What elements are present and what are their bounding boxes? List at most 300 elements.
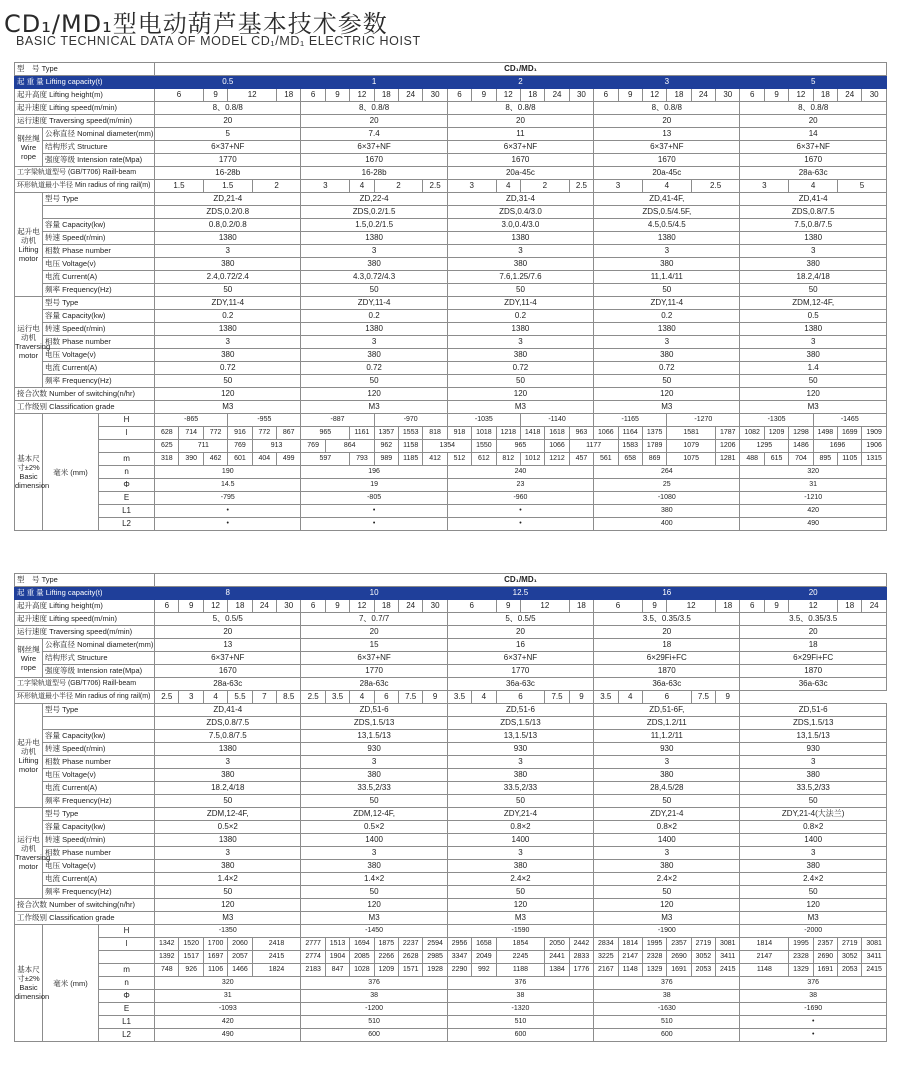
value-cell: M3 <box>594 401 740 414</box>
value-cell: 9 <box>569 691 593 704</box>
value-cell: ZDS,0.2/1.5 <box>301 206 447 219</box>
value-cell: 3 <box>740 180 789 193</box>
unit-label: 毫米 (mm) <box>43 414 99 531</box>
row-label: 起升速度 Lifting speed(m/min) <box>15 613 155 626</box>
value-cell: 120 <box>301 388 447 401</box>
value-cell: M3 <box>155 912 301 925</box>
value-cell: 24 <box>399 89 423 102</box>
value-cell: 380 <box>594 769 740 782</box>
value-cell: 1814 <box>618 938 642 951</box>
value-cell: 1295 <box>740 440 789 453</box>
value-cell: 28a-63c <box>155 678 301 691</box>
value-cell: -805 <box>301 492 447 505</box>
value-cell: 376 <box>740 977 886 990</box>
value-cell: 0.8×2 <box>740 821 886 834</box>
row-label: n <box>99 977 155 990</box>
value-cell: M3 <box>594 912 740 925</box>
value-cell: 380 <box>301 860 447 873</box>
value-cell: 6×37+NF <box>155 141 301 154</box>
table-row <box>15 873 887 886</box>
value-cell: 33.5,2/33 <box>740 782 886 795</box>
value-cell: 3 <box>740 847 886 860</box>
value-cell: 2415 <box>862 964 886 977</box>
value-cell: 50 <box>740 795 886 808</box>
table-row <box>15 362 887 375</box>
value-cell: 1400 <box>301 834 447 847</box>
value-cell: ZD,51-6F, <box>594 704 740 717</box>
value-cell: 2.5 <box>569 180 593 193</box>
value-cell: 499 <box>277 453 301 466</box>
value-cell: 3 <box>179 691 203 704</box>
value-cell: 380 <box>155 258 301 271</box>
value-cell: 658 <box>618 453 642 466</box>
row-label: 电压 Voltage(v) <box>43 349 155 362</box>
value-cell: 20 <box>447 115 593 128</box>
value-cell: 2245 <box>496 951 545 964</box>
value-cell: 18 <box>667 89 691 102</box>
value-cell: 0.5×2 <box>155 821 301 834</box>
value-cell: 1618 <box>545 427 569 440</box>
value-cell: 965 <box>496 440 545 453</box>
value-cell: 1699 <box>838 427 862 440</box>
value-cell: 2.4×2 <box>447 873 593 886</box>
row-label: L1 <box>99 1016 155 1029</box>
value-cell: • <box>301 518 447 531</box>
value-cell: 0.5 <box>155 76 301 89</box>
value-cell: 1909 <box>862 427 886 440</box>
value-cell: 18 <box>228 600 252 613</box>
value-cell: 12 <box>496 89 520 102</box>
value-cell: 5 <box>838 180 887 193</box>
value-cell: 1206 <box>716 440 740 453</box>
value-cell: 2777 <box>301 938 325 951</box>
value-cell: 597 <box>301 453 350 466</box>
value-cell: 1.5,0.2/1.5 <box>301 219 447 232</box>
value-cell: 869 <box>642 453 666 466</box>
value-cell: ZD,41-4 <box>155 704 301 717</box>
value-cell: 3411 <box>716 951 740 964</box>
value-cell: ZD,21-4 <box>155 193 301 206</box>
row-label: H <box>99 414 155 427</box>
value-cell: 3 <box>447 180 496 193</box>
value-cell: 1700 <box>203 938 227 951</box>
table-row <box>15 128 887 141</box>
value-cell: -960 <box>447 492 593 505</box>
value-cell: 3081 <box>862 938 886 951</box>
value-cell: ZDY,11-4 <box>155 297 301 310</box>
value-cell: ZDS,0.8/7.5 <box>155 717 301 730</box>
model-cell: CD₁/MD₁ <box>155 574 887 587</box>
page-header <box>4 4 884 48</box>
value-cell: • <box>447 505 593 518</box>
value-cell: 3081 <box>716 938 740 951</box>
value-cell: 36a-63c <box>594 678 740 691</box>
value-cell: 380 <box>301 258 447 271</box>
table-row <box>15 626 887 639</box>
value-cell: 13 <box>594 128 740 141</box>
value-cell: 4 <box>496 180 520 193</box>
value-cell: 2237 <box>399 938 423 951</box>
value-cell: 2833 <box>569 951 593 964</box>
value-cell: 20 <box>740 626 886 639</box>
value-cell: 7.4 <box>301 128 447 141</box>
value-cell: 120 <box>155 899 301 912</box>
value-cell: 18 <box>520 89 544 102</box>
value-cell: 3 <box>740 756 886 769</box>
value-cell: 12 <box>350 89 374 102</box>
table-row <box>15 193 887 206</box>
value-cell: 1106 <box>203 964 227 977</box>
value-cell: 1164 <box>618 427 642 440</box>
value-cell: 1400 <box>740 834 886 847</box>
value-cell: 1550 <box>472 440 496 453</box>
value-cell: 2.5 <box>301 691 325 704</box>
table-row <box>15 388 887 401</box>
value-cell: 380 <box>594 258 740 271</box>
value-cell: ZD,41-4 <box>740 193 886 206</box>
table-row <box>15 102 887 115</box>
table-row <box>15 756 887 769</box>
value-cell: 18 <box>716 600 740 613</box>
value-cell: 2 <box>447 76 593 89</box>
value-cell: 380 <box>594 860 740 873</box>
row-label: l <box>99 427 155 440</box>
value-cell: 50 <box>301 284 447 297</box>
value-cell: 2.5 <box>423 180 447 193</box>
value-cell: 9 <box>764 600 788 613</box>
value-cell: ZDS,0.8/7.5 <box>740 206 886 219</box>
value-cell: 612 <box>472 453 496 466</box>
value-cell: 8.5 <box>277 691 301 704</box>
value-cell: 20 <box>594 115 740 128</box>
value-cell: 50 <box>594 284 740 297</box>
value-cell: 36a-63c <box>447 678 593 691</box>
value-cell: ZD,51-6 <box>447 704 593 717</box>
value-cell: 120 <box>447 899 593 912</box>
value-cell: 6 <box>594 600 643 613</box>
value-cell: 2442 <box>569 938 593 951</box>
value-cell: 510 <box>594 1016 740 1029</box>
value-cell: 9 <box>472 89 496 102</box>
value-cell: 1400 <box>594 834 740 847</box>
table-row <box>15 479 887 492</box>
table-row <box>15 284 887 297</box>
value-cell: 9 <box>325 89 349 102</box>
value-cell: 4 <box>618 691 642 704</box>
value-cell: 769 <box>301 440 325 453</box>
table-row <box>15 977 887 990</box>
value-cell: 4 <box>642 180 691 193</box>
value-cell: 1.4×2 <box>301 873 447 886</box>
value-cell: 20 <box>301 626 447 639</box>
value-cell: 8、0.8/8 <box>447 102 593 115</box>
value-cell: -1465 <box>813 414 886 427</box>
value-cell: 0.72 <box>594 362 740 375</box>
value-cell: 2415 <box>716 964 740 977</box>
value-cell: 1380 <box>301 232 447 245</box>
row-label: L2 <box>99 1029 155 1042</box>
value-cell: 600 <box>301 1029 447 1042</box>
value-cell: 1329 <box>642 964 666 977</box>
value-cell: 1418 <box>520 427 544 440</box>
value-cell: 1694 <box>350 938 374 951</box>
value-cell: 1209 <box>764 427 788 440</box>
row-label: 型 号 Type <box>15 63 155 76</box>
value-cell: 380 <box>447 349 593 362</box>
table-row <box>15 401 887 414</box>
value-cell: 12 <box>667 600 716 613</box>
row-label: 型号 Type <box>43 704 155 717</box>
value-cell: 4.3,0.72/4.3 <box>301 271 447 284</box>
value-cell: ZDS,1.5/13 <box>301 717 447 730</box>
value-cell: 376 <box>447 977 593 990</box>
value-cell: 2053 <box>691 964 715 977</box>
row-label: 起 重 量 Lifting capacity(t) <box>15 76 155 89</box>
value-cell: 1342 <box>155 938 179 951</box>
value-cell: 50 <box>740 886 886 899</box>
value-cell: 3 <box>301 336 447 349</box>
value-cell: 2053 <box>838 964 862 977</box>
table-row <box>15 587 887 600</box>
value-cell: 318 <box>155 453 179 466</box>
value-cell: 1105 <box>838 453 862 466</box>
value-cell: M3 <box>301 401 447 414</box>
value-cell: 1787 <box>716 427 740 440</box>
value-cell: ZDM,12-4F, <box>740 297 886 310</box>
value-cell: 3.0,0.4/3.0 <box>447 219 593 232</box>
value-cell: 12 <box>228 89 277 102</box>
value-cell: 1028 <box>350 964 374 977</box>
value-cell: 50 <box>447 375 593 388</box>
value-cell: 2167 <box>594 964 618 977</box>
value-cell: 380 <box>155 860 301 873</box>
value-cell: ZDS,0.5/4.5F, <box>594 206 740 219</box>
value-cell: 6 <box>301 600 325 613</box>
value-cell: ZDY,21-4 <box>447 808 593 821</box>
value-cell: 488 <box>740 453 764 466</box>
value-cell: 14 <box>740 128 886 141</box>
row-label: m <box>99 964 155 977</box>
value-cell: 6 <box>447 89 471 102</box>
value-cell: 376 <box>594 977 740 990</box>
value-cell: 1 <box>301 76 447 89</box>
value-cell: 2834 <box>594 938 618 951</box>
value-cell: 30 <box>716 89 740 102</box>
value-cell: ZDY,11-4 <box>594 297 740 310</box>
value-cell: 457 <box>569 453 593 466</box>
value-cell: M3 <box>447 912 593 925</box>
table-row <box>15 951 887 964</box>
row-label: 频率 Frequency(Hz) <box>43 795 155 808</box>
row-label: 型 号 Type <box>15 574 155 587</box>
value-cell: 2057 <box>228 951 252 964</box>
row-label: Φ <box>99 479 155 492</box>
value-cell: 913 <box>252 440 301 453</box>
value-cell: 2690 <box>667 951 691 964</box>
row-label: 工作级别 Classification grade <box>15 401 155 414</box>
value-cell: 12 <box>203 600 227 613</box>
value-cell: -1200 <box>301 1003 447 1016</box>
value-cell: 490 <box>740 518 886 531</box>
table-row <box>15 141 887 154</box>
value-cell: 2628 <box>399 951 423 964</box>
value-cell: 120 <box>594 899 740 912</box>
value-cell: • <box>155 518 301 531</box>
value-cell: 16-28b <box>155 167 301 180</box>
value-cell: 18 <box>594 639 740 652</box>
value-cell: 6×37+NF <box>447 141 593 154</box>
value-cell: 0.8×2 <box>447 821 593 834</box>
row-label: 型号 Type <box>43 808 155 821</box>
value-cell: 38 <box>447 990 593 1003</box>
value-cell: 50 <box>594 886 740 899</box>
value-cell: 2418 <box>252 938 301 951</box>
value-cell: 3 <box>447 336 593 349</box>
value-cell: 2.4,0.72/2.4 <box>155 271 301 284</box>
value-cell: 1380 <box>594 232 740 245</box>
row-label: 型号 Type <box>43 193 155 206</box>
value-cell: 1384 <box>545 964 569 977</box>
table-row <box>15 466 887 479</box>
value-cell: 9 <box>179 600 203 613</box>
value-cell: 1218 <box>496 427 520 440</box>
group-label: 起升电动机 Lifting motor <box>15 193 43 297</box>
row-label: 电流 Current(A) <box>43 362 155 375</box>
value-cell: 512 <box>447 453 471 466</box>
value-cell: 390 <box>179 453 203 466</box>
value-cell: 380 <box>594 349 740 362</box>
value-cell: 12.5 <box>447 587 593 600</box>
value-cell: 0.2 <box>447 310 593 323</box>
value-cell: 1400 <box>447 834 593 847</box>
row-label: 电流 Current(A) <box>43 271 155 284</box>
table-row <box>15 518 887 531</box>
value-cell: 864 <box>325 440 374 453</box>
value-cell: 1.4×2 <box>155 873 301 886</box>
value-cell: 320 <box>155 977 301 990</box>
value-cell: • <box>155 505 301 518</box>
value-cell: 2357 <box>667 938 691 951</box>
value-cell: 1581 <box>667 427 716 440</box>
row-label: 频率 Frequency(Hz) <box>43 375 155 388</box>
value-cell: 2266 <box>374 951 398 964</box>
value-cell: 1161 <box>350 427 374 440</box>
table-row <box>15 600 887 613</box>
row-label: 容量 Capacity(kw) <box>43 219 155 232</box>
row-label: 运行速度 Traversing speed(m/min) <box>15 626 155 639</box>
value-cell: 625 <box>155 440 179 453</box>
value-cell: 772 <box>203 427 227 440</box>
row-label: 电流 Current(A) <box>43 782 155 795</box>
value-cell: 28a-63c <box>740 167 886 180</box>
value-cell: 930 <box>301 743 447 756</box>
value-cell: 1520 <box>179 938 203 951</box>
value-cell: 1380 <box>155 323 301 336</box>
table-row <box>15 414 887 427</box>
table-row <box>15 782 887 795</box>
row-label: n <box>99 466 155 479</box>
value-cell: 6×37+NF <box>740 141 886 154</box>
value-cell: 1380 <box>155 834 301 847</box>
value-cell: 1770 <box>447 665 593 678</box>
row-label: 公称直径 Nominal diameter(mm) <box>43 639 155 652</box>
value-cell: 895 <box>813 453 837 466</box>
value-cell: 10 <box>301 587 447 600</box>
value-cell: 600 <box>447 1029 593 1042</box>
value-cell: 240 <box>447 466 593 479</box>
value-cell: 3 <box>155 847 301 860</box>
value-cell: 8、0.8/8 <box>594 102 740 115</box>
value-cell: 120 <box>155 388 301 401</box>
value-cell: 1185 <box>399 453 423 466</box>
value-cell: 38 <box>740 990 886 1003</box>
value-cell: 28,4.5/28 <box>594 782 740 795</box>
row-label: 工作级别 Classification grade <box>15 912 155 925</box>
spec-table-1 <box>14 62 886 531</box>
value-cell: M3 <box>301 912 447 925</box>
value-cell: 50 <box>301 375 447 388</box>
table-row <box>15 847 887 860</box>
value-cell: 3.5、0.35/3.5 <box>594 613 740 626</box>
value-cell: 6 <box>496 691 545 704</box>
group-label: 基本尺寸±2% Basic dimension <box>15 414 43 531</box>
value-cell: 50 <box>447 284 593 297</box>
row-label <box>99 951 155 964</box>
value-cell: 1209 <box>374 964 398 977</box>
value-cell: 3 <box>155 245 301 258</box>
row-label: 转速 Speed(r/min) <box>43 232 155 245</box>
value-cell: 5 <box>740 76 886 89</box>
value-cell: 2.5 <box>691 180 740 193</box>
value-cell: 3052 <box>838 951 862 964</box>
value-cell: -1270 <box>667 414 740 427</box>
table-row <box>15 886 887 899</box>
table-row <box>15 1016 887 1029</box>
value-cell: 2415 <box>252 951 301 964</box>
value-cell: 3 <box>301 756 447 769</box>
value-cell: 2290 <box>447 964 471 977</box>
value-cell: 380 <box>740 349 886 362</box>
model-cell: CD₁/MD₁ <box>155 63 887 76</box>
value-cell: 1776 <box>569 964 593 977</box>
value-cell: 6×29Fi+FC <box>740 652 886 665</box>
value-cell: 1177 <box>569 440 618 453</box>
row-label: 接合次数 Number of switching(n/hr) <box>15 388 155 401</box>
table-row <box>15 834 887 847</box>
value-cell: 1466 <box>228 964 252 977</box>
value-cell: 1870 <box>594 665 740 678</box>
table-row <box>15 925 887 938</box>
row-label: 相数 Phase number <box>43 336 155 349</box>
value-cell: ZDS,1.5/13 <box>740 717 886 730</box>
value-cell: 1513 <box>325 938 349 951</box>
value-cell: 867 <box>277 427 301 440</box>
row-label: 容量 Capacity(kw) <box>43 310 155 323</box>
value-cell: 711 <box>179 440 228 453</box>
value-cell: 2774 <box>301 951 325 964</box>
row-label: 转速 Speed(r/min) <box>43 834 155 847</box>
value-cell: 400 <box>594 518 740 531</box>
value-cell: 1380 <box>740 232 886 245</box>
value-cell: -955 <box>228 414 301 427</box>
table-row <box>15 154 887 167</box>
value-cell: 420 <box>155 1016 301 1029</box>
value-cell: -1080 <box>594 492 740 505</box>
row-label: 强度等级 Intension rate(Mpa) <box>43 154 155 167</box>
value-cell: 14.5 <box>155 479 301 492</box>
table-row <box>15 665 887 678</box>
value-cell: 3225 <box>594 951 618 964</box>
